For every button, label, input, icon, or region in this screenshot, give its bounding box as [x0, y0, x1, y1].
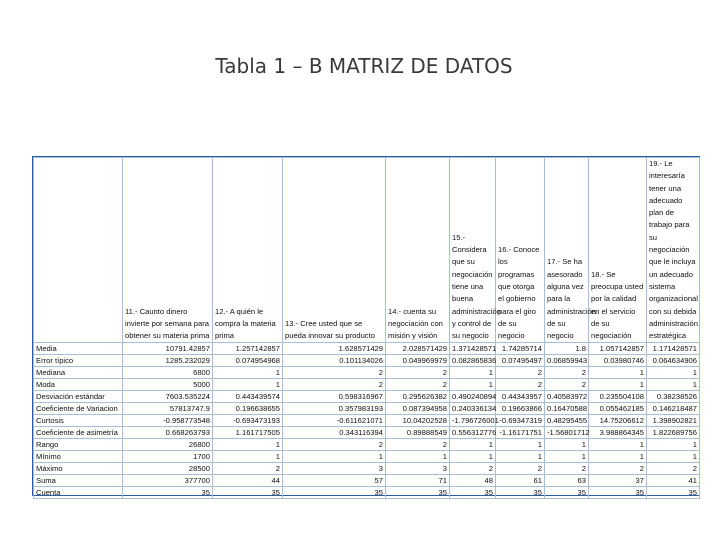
row-label: Error típico [34, 355, 123, 367]
table-cell: 2 [386, 439, 450, 451]
table-cell: -1.56801712 [545, 427, 589, 439]
table-cell: 2 [386, 367, 450, 379]
table-cell: 1 [589, 367, 647, 379]
table-cell: 1 [213, 379, 283, 391]
data-matrix-frame [32, 156, 700, 496]
table-cell: 3.988864345 [589, 427, 647, 439]
row-label: Cuenta [34, 487, 123, 499]
slide-title: Tabla 1 – B MATRIZ DE DATOS [215, 54, 513, 78]
row-label: Media [34, 343, 123, 355]
table-cell: 1 [589, 439, 647, 451]
table-cell: 2 [386, 379, 450, 391]
table-cell: 0.38238526 [647, 391, 700, 403]
table-cell: 0.087394958 [386, 403, 450, 415]
table-cell: 0.40583972 [545, 391, 589, 403]
header-cell-q12: 12.- A quién le compra la materia prima [213, 158, 283, 343]
table-cell: 0.235504108 [589, 391, 647, 403]
table-cell: 0.44343957 [496, 391, 545, 403]
table-cell: 26800 [123, 439, 213, 451]
table-cell: 2 [545, 379, 589, 391]
table-cell: 0.03980746 [589, 355, 647, 367]
table-cell: 0.064634906 [647, 355, 700, 367]
table-cell: 1 [647, 367, 700, 379]
header-cell-q13: 13.- Cree usted que se pueda innovar su producto [283, 158, 386, 343]
table-cell: 10.04202528 [386, 415, 450, 427]
table-cell: 0.343116394 [283, 427, 386, 439]
table-cell: 1.171428571 [647, 343, 700, 355]
table-cell: 2 [545, 367, 589, 379]
table-cell: 35 [283, 487, 386, 499]
table-cell: 1.057142857 [589, 343, 647, 355]
table-row [34, 367, 700, 379]
table-cell: 61 [496, 475, 545, 487]
table-cell: 2.028571429 [386, 343, 450, 355]
table-cell: 0.07495497 [496, 355, 545, 367]
table-cell: 1 [450, 379, 496, 391]
table-cell: 2 [496, 463, 545, 475]
table-cell: 0.16470588 [545, 403, 589, 415]
row-label: Máximo [34, 463, 123, 475]
table-row [34, 415, 700, 427]
table-cell: 1 [213, 367, 283, 379]
header-row [34, 158, 700, 343]
row-label: Rango [34, 439, 123, 451]
table-cell: 2 [545, 463, 589, 475]
header-cell-q17: 17.- Se ha asesorado alguna vez para la administración de su negocio [545, 158, 589, 343]
table-cell: 0.556312776 [450, 427, 496, 439]
table-cell: 2 [647, 463, 700, 475]
table-cell: 1.628571429 [283, 343, 386, 355]
table-row [34, 343, 700, 355]
table-cell: 1 [647, 439, 700, 451]
table-cell: 35 [545, 487, 589, 499]
table-cell: 1 [647, 379, 700, 391]
table-cell: 1.398902821 [647, 415, 700, 427]
table-cell: 0.295626382 [386, 391, 450, 403]
table-row [34, 379, 700, 391]
header-cell-q11: 11.- Caunto dinero invierte por semana para obtener su materia prima [123, 158, 213, 343]
table-cell: 35 [450, 487, 496, 499]
table-cell: 1 [213, 439, 283, 451]
table-cell: 1 [213, 451, 283, 463]
header-cell-q14: 14.- cuenta su negociación con misión y visión [386, 158, 450, 343]
table-cell: 3 [283, 463, 386, 475]
table-cell: 377700 [123, 475, 213, 487]
table-cell: 0.443439574 [213, 391, 283, 403]
table-cell: 35 [386, 487, 450, 499]
row-label: Mínimo [34, 451, 123, 463]
table-cell: 0.049969979 [386, 355, 450, 367]
table-cell: 0.357983193 [283, 403, 386, 415]
table-cell: -0.693473193 [213, 415, 283, 427]
table-cell: 0.490240894 [450, 391, 496, 403]
table-cell: 57813747.9 [123, 403, 213, 415]
table-cell: 1 [496, 439, 545, 451]
table-cell: 2 [283, 367, 386, 379]
table-cell: 1 [545, 439, 589, 451]
table-cell: 1 [386, 451, 450, 463]
table-cell: 71 [386, 475, 450, 487]
table-cell: 1.74285714 [496, 343, 545, 355]
table-row [34, 439, 700, 451]
table-cell: 3 [386, 463, 450, 475]
table-cell: 1 [450, 367, 496, 379]
table-cell: 57 [283, 475, 386, 487]
table-cell: 28500 [123, 463, 213, 475]
table-cell: 48 [450, 475, 496, 487]
row-label: Coeficiente de asimetría [34, 427, 123, 439]
table-cell: -1.796726001 [450, 415, 496, 427]
table-cell: 44 [213, 475, 283, 487]
header-cell-q19: 19.- Le interesaría tener una adecuado plan de trabajo para su negociación que le incluya un adecuado sistema organizacional con su debida administración estratégica [647, 158, 700, 343]
table-cell: 35 [213, 487, 283, 499]
table-cell: -0.611621071 [283, 415, 386, 427]
table-row [34, 451, 700, 463]
table-row [34, 391, 700, 403]
data-matrix-table [33, 157, 700, 499]
table-cell: 2 [589, 463, 647, 475]
table-cell: 0.48295455 [545, 415, 589, 427]
table-cell: 0.082865836 [450, 355, 496, 367]
table-cell: 37 [589, 475, 647, 487]
table-cell: 7603.535224 [123, 391, 213, 403]
table-cell: 1 [283, 451, 386, 463]
table-cell: -0.958773548 [123, 415, 213, 427]
table-cell: 1.8 [545, 343, 589, 355]
table-cell: 10791.42857 [123, 343, 213, 355]
table-cell: 35 [589, 487, 647, 499]
table-cell: 0.598316967 [283, 391, 386, 403]
table-row [34, 355, 700, 367]
row-label: Coeficiente de Variacion [34, 403, 123, 415]
table-cell: 0.055462185 [589, 403, 647, 415]
table-cell: 2 [283, 379, 386, 391]
table-body [34, 343, 700, 499]
table-cell: 1 [496, 451, 545, 463]
table-row [34, 463, 700, 475]
header-cell-q16: 16.- Conoce los programas que otorga el gobierno para el giro de su negocio [496, 158, 545, 343]
header-cell-q15: 15.- Considera que su negociación tiene una buena administración y control de su negocio [450, 158, 496, 343]
table-cell: 1 [545, 451, 589, 463]
table-cell: -0.69347319 [496, 415, 545, 427]
table-cell: 35 [647, 487, 700, 499]
table-cell: 0.146218487 [647, 403, 700, 415]
table-cell: 1 [450, 439, 496, 451]
row-label: Desviación estándar [34, 391, 123, 403]
table-cell: 2 [496, 367, 545, 379]
table-cell: 35 [496, 487, 545, 499]
table-cell: 63 [545, 475, 589, 487]
table-cell: 0.668263793 [123, 427, 213, 439]
table-cell: 0.89888549 [386, 427, 450, 439]
table-cell: 1.257142857 [213, 343, 283, 355]
table-cell: 2 [496, 379, 545, 391]
table-cell: 0.19663866 [496, 403, 545, 415]
table-cell: 5000 [123, 379, 213, 391]
table-cell: 0.196638655 [213, 403, 283, 415]
row-label: Suma [34, 475, 123, 487]
table-cell: 1.822689756 [647, 427, 700, 439]
table-cell: 0.06859943 [545, 355, 589, 367]
table-cell: 2 [213, 463, 283, 475]
table-cell: 1 [589, 379, 647, 391]
row-label: Curtosis [34, 415, 123, 427]
table-cell: 1.371428571 [450, 343, 496, 355]
table-cell: 1700 [123, 451, 213, 463]
table-cell: 0.101134026 [283, 355, 386, 367]
table-cell: 1 [450, 451, 496, 463]
table-row [34, 403, 700, 415]
table-row [34, 487, 700, 499]
table-cell: 41 [647, 475, 700, 487]
row-label: Moda [34, 379, 123, 391]
table-cell: 1 [647, 451, 700, 463]
table-cell: 2 [283, 439, 386, 451]
table-cell: 35 [123, 487, 213, 499]
table-cell: 0.240336134 [450, 403, 496, 415]
table-cell: -1.16171751 [496, 427, 545, 439]
row-label: Mediana [34, 367, 123, 379]
table-cell: 1.161717505 [213, 427, 283, 439]
table-cell: 1 [589, 451, 647, 463]
table-cell: 0.074954968 [213, 355, 283, 367]
table-cell: 14.75206612 [589, 415, 647, 427]
table-cell: 1285.232029 [123, 355, 213, 367]
header-cell-empty [34, 158, 123, 343]
header-cell-q18: 18.- Se preocupa usted por la calidad en el servicio de su negociación [589, 158, 647, 343]
table-cell: 6800 [123, 367, 213, 379]
table-row [34, 427, 700, 439]
table-cell: 2 [450, 463, 496, 475]
table-row [34, 475, 700, 487]
